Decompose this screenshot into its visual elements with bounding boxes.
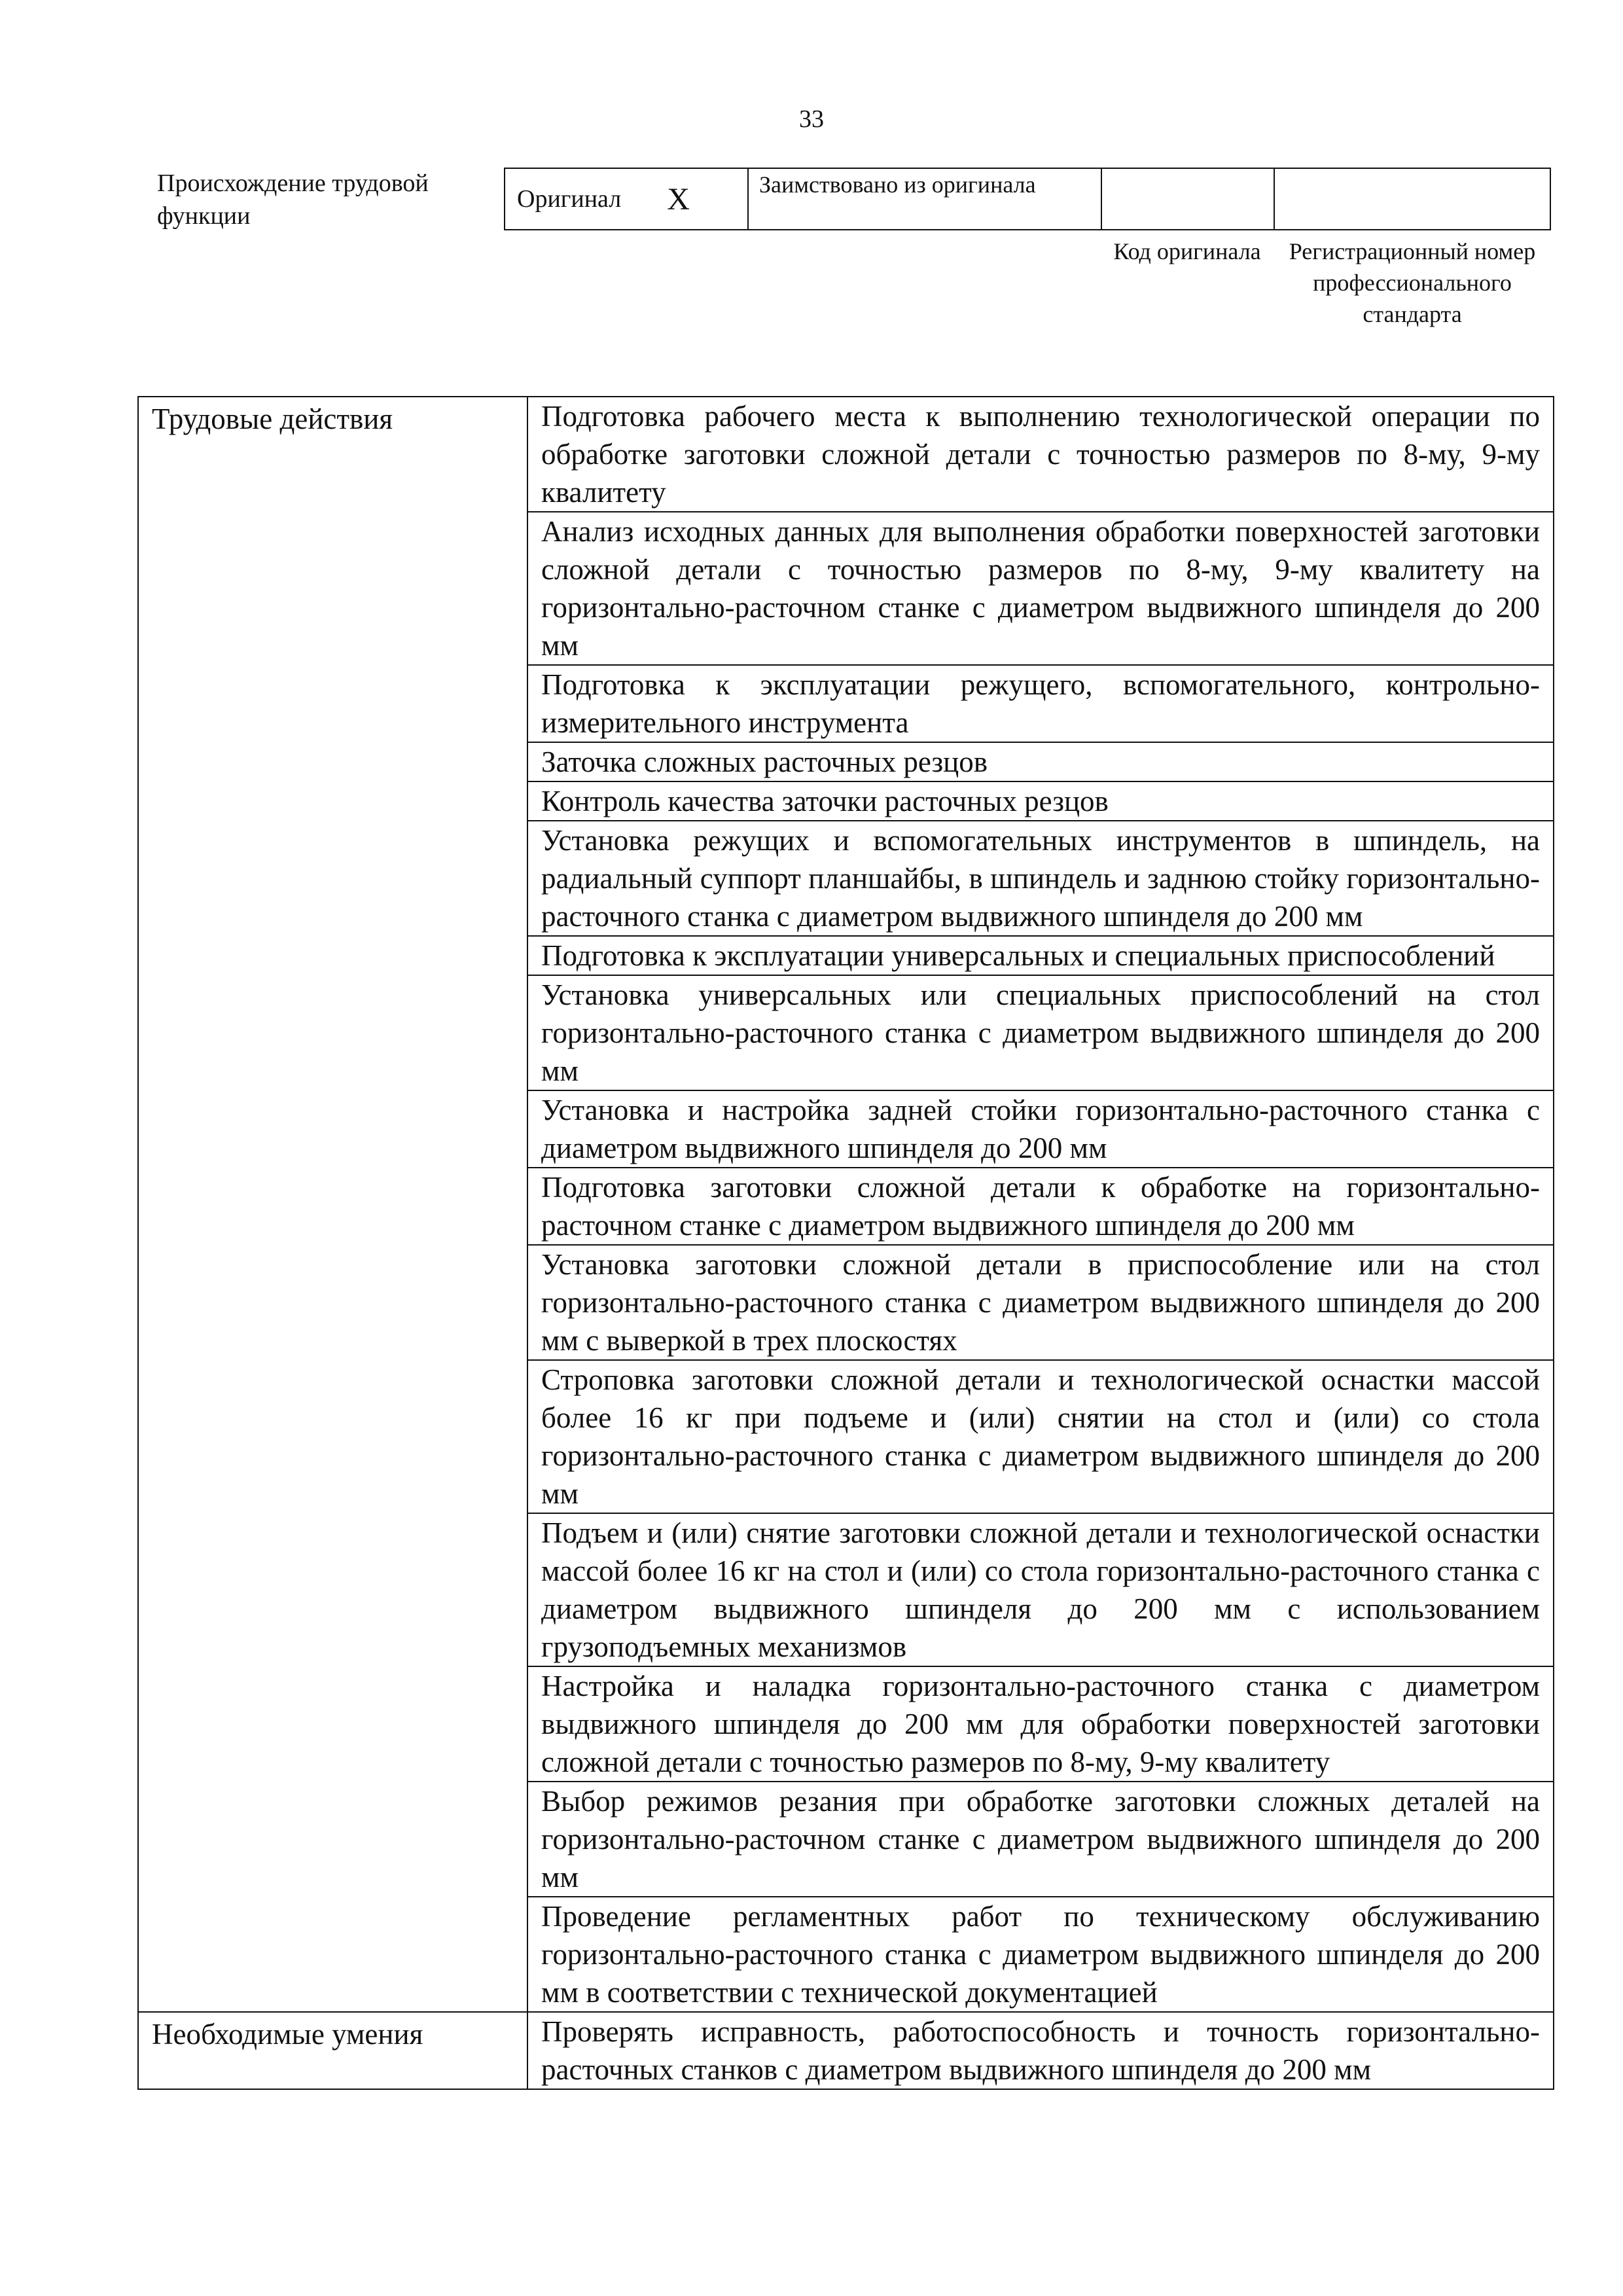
origin-label: Происхождение трудовой функции [157, 170, 429, 230]
table-cell-item: Проведение регламентных работ по техническому обслуживанию горизонтально-расточного станка с диаметром выдвижного шпинделя до 200 мм в соответствии с технической документацией [527, 1897, 1554, 2012]
table-cell-item: Контроль качества заточки расточных резцов [527, 781, 1554, 821]
table-cell-item: Установка универсальных или специальных приспособлений на стол горизонтально-расточного станка с диаметром выдвижного шпинделя до 200 мм [527, 975, 1554, 1090]
table-cell-item: Подготовка к эксплуатации универсальных и специальных приспособлений [527, 936, 1554, 975]
functions-table-body [138, 397, 1554, 2089]
table-cell-item: Анализ исходных данных для выполнения обработки поверхностей заготовки сложной детали с точностью размеров по 8-му, 9-му квалитету на горизонтально-расточном станке с диаметром выдвижного шпинделя до 200 мм [527, 512, 1554, 665]
origin-box [504, 168, 1551, 230]
origin-original-cell [505, 169, 749, 229]
section-title: Трудовые действия [138, 397, 527, 2012]
table-cell-item: Установка режущих и вспомогательных инструментов в шпиндель, на радиальный суппорт планшайбы, в шпиндель и заднюю стойку горизонтально-расточного станка с диаметром выдвижного шпинделя до 200 мм [527, 821, 1554, 936]
section-title: Необходимые умения [138, 2012, 527, 2089]
table-row [138, 397, 1554, 512]
table-cell-item: Установка заготовки сложной детали в приспособление или на стол горизонтально-расточного станка с диаметром выдвижного шпинделя до 200 мм с выверкой в трех плоскостях [527, 1245, 1554, 1360]
origin-original-mark: X [667, 181, 690, 217]
table-row [138, 2012, 1554, 2089]
origin-reg-cell [1275, 169, 1550, 229]
page-number: 33 [799, 105, 824, 133]
table-cell-item: Подготовка заготовки сложной детали к обработке на горизонтально-расточном станке с диаметром выдвижного шпинделя до 200 мм [527, 1168, 1554, 1245]
caption-reg: Регистрационный номер профессионального стандарта [1289, 238, 1536, 327]
table-cell-item: Проверять исправность, работоспособность и точность горизонтально-расточных станков с диаметром выдвижного шпинделя до 200 мм [527, 2012, 1554, 2089]
table-cell-item: Выбор режимов резания при обработке заготовки сложных деталей на горизонтально-расточном станке с диаметром выдвижного шпинделя до 200 мм [527, 1782, 1554, 1897]
table-cell-item: Подъем и (или) снятие заготовки сложной детали и технологической оснастки массой более 16 кг на стол и (или) со стола горизонтально-расточного станка с диаметром выдвижного шпинделя до 200 мм с использованием грузоподъемных механизмов [527, 1513, 1554, 1666]
table-cell-item: Подготовка к эксплуатации режущего, вспомогательного, контрольно-измерительного инструмента [527, 665, 1554, 742]
origin-original-label: Оригинал [517, 185, 622, 213]
table-cell-item: Настройка и наладка горизонтально-расточного станка с диаметром выдвижного шпинделя до 200 мм для обработки поверхностей заготовки сложной детали с точностью размеров по 8-му, 9-му квалитету [527, 1666, 1554, 1782]
table-cell-item: Заточка сложных расточных резцов [527, 742, 1554, 781]
table-cell-item: Подготовка рабочего места к выполнению технологической операции по обработке заготовки сложной детали с точностью размеров по 8-му, 9-му квалитету [527, 397, 1554, 512]
caption-code: Код оригинала [1113, 238, 1261, 264]
functions-table [137, 396, 1554, 2090]
origin-code-cell [1102, 169, 1275, 229]
table-cell-item: Установка и настройка задней стойки горизонтально-расточного станка с диаметром выдвижного шпинделя до 200 мм [527, 1090, 1554, 1168]
origin-borrowed-cell: Заимствовано из оригинала [749, 169, 1102, 229]
table-cell-item: Строповка заготовки сложной детали и технологической оснастки массой более 16 кг при подъеме и (или) снятии на стол и (или) со стола горизонтально-расточного станка с диаметром выдвижного шпинделя до 200 мм [527, 1360, 1554, 1513]
